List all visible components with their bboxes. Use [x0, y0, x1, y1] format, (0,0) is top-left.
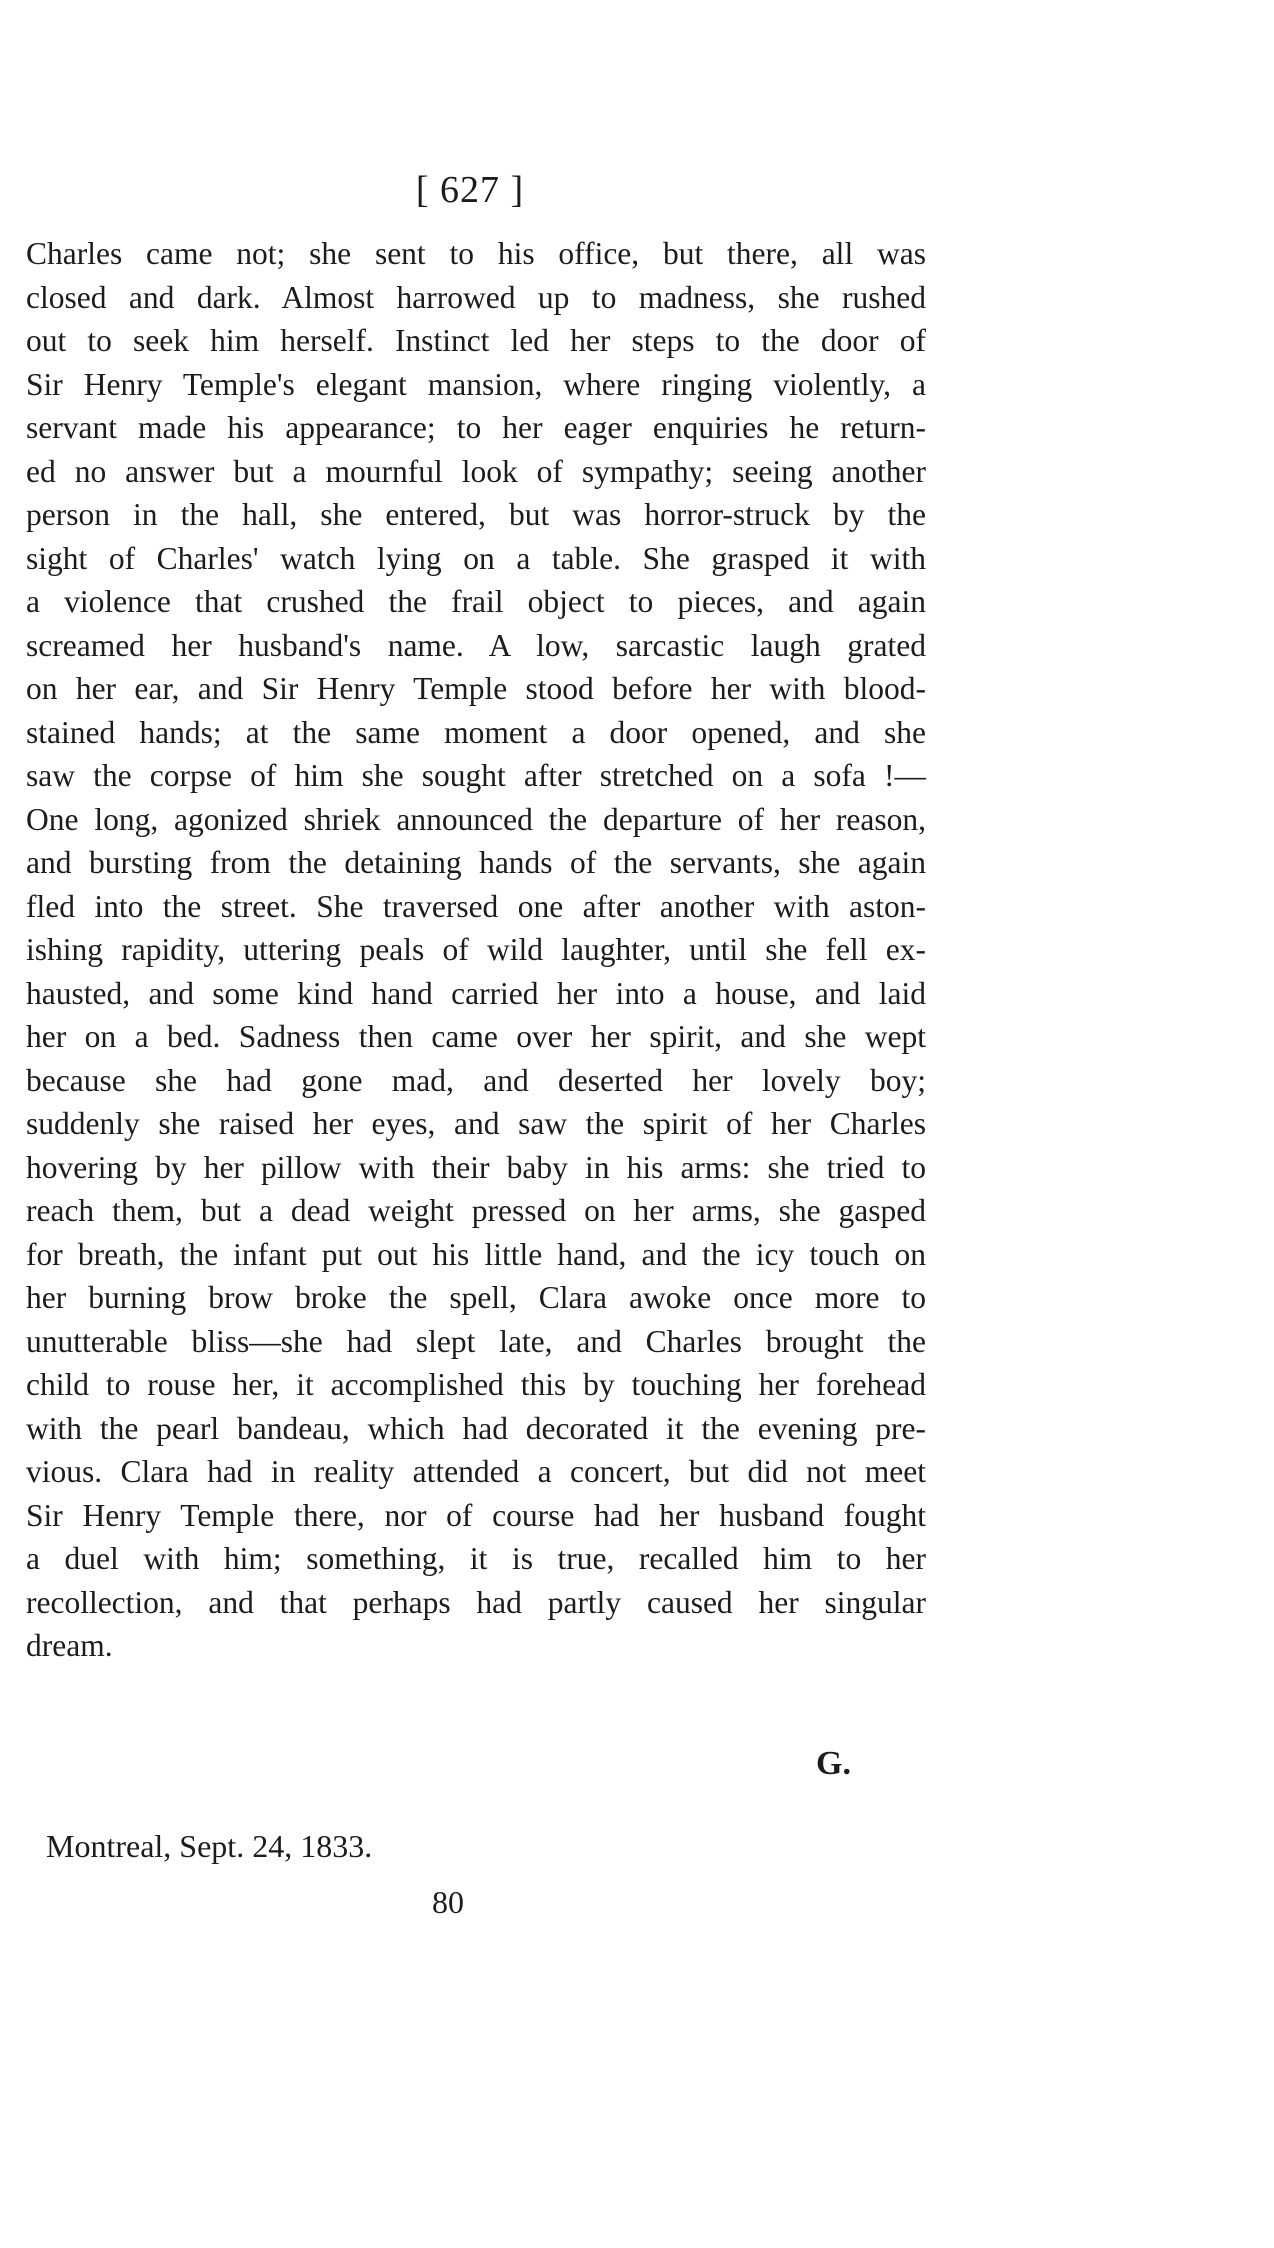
text-line: vious. Clara had in reality attended a concert, but did not meet	[26, 1454, 926, 1489]
text-line: hausted, and some kind hand carried her into a house, and laid	[26, 975, 926, 1011]
text-line: ed no answer but a mournful look of sympathy; seeing another	[26, 453, 926, 489]
printer-signature-mark: 80	[432, 1884, 464, 1920]
text-line: reach them, but a dead weight pressed on her arms, she gasped	[26, 1193, 926, 1228]
page-number: [ 627 ]	[415, 169, 525, 211]
text-line: with the pearl bandeau, which had decorated it the evening pre-	[26, 1410, 926, 1446]
text-line: hovering by her pillow with their baby in his arms: she tried to	[26, 1149, 926, 1185]
text-line: because she had gone mad, and deserted her lovely boy;	[26, 1062, 926, 1098]
text-line: screamed her husband's name. A low, sarcastic laugh grated	[26, 627, 926, 663]
text-line: closed and dark. Almost harrowed up to madness, she rushed	[26, 279, 926, 315]
paragraph	[26, 232, 926, 1668]
text-line: suddenly she raised her eyes, and saw the spirit of her Charles	[26, 1106, 926, 1141]
text-line: fled into the street. She traversed one after another with aston-	[26, 888, 926, 924]
body-text	[26, 232, 926, 1668]
text-line: person in the hall, she entered, but was horror-struck by the	[26, 497, 926, 532]
text-line: her on a bed. Sadness then came over her spirit, and she wept	[26, 1019, 926, 1054]
author-signature: G.	[816, 1745, 851, 1782]
text-line: One long, agonized shriek announced the departure of her reason,	[26, 801, 926, 837]
text-line: child to rouse her, it accomplished this by touching her forehead	[26, 1367, 926, 1402]
text-line: on her ear, and Sir Henry Temple stood before her with blood-	[26, 671, 926, 706]
text-line: servant made his appearance; to her eager enquiries he return-	[26, 410, 926, 445]
text-line: out to seek him herself. Instinct led her steps to the door of	[26, 323, 926, 358]
text-line: her burning brow broke the spell, Clara awoke once more to	[26, 1280, 926, 1315]
text-line: for breath, the infant put out his little hand, and the icy touch on	[26, 1236, 926, 1272]
text-line: ishing rapidity, uttering peals of wild laughter, until she fell ex-	[26, 932, 926, 967]
text-line: unutterable bliss—she had slept late, and Charles brought the	[26, 1323, 926, 1359]
text-line: dream.	[26, 1628, 113, 1663]
text-line: a duel with him; something, it is true, recalled him to her	[26, 1541, 926, 1576]
text-line: saw the corpse of him she sought after stretched on a sofa !—	[26, 758, 926, 793]
text-line: recollection, and that perhaps had partly caused her singular	[26, 1584, 926, 1620]
text-line: a violence that crushed the frail object to pieces, and again	[26, 584, 926, 619]
text-line: stained hands; at the same moment a door opened, and she	[26, 714, 926, 750]
text-line: sight of Charles' watch lying on a table. She grasped it with	[26, 540, 926, 576]
text-line: and bursting from the detaining hands of the servants, she again	[26, 845, 926, 880]
text-line: Charles came not; she sent to his office, but there, all was	[26, 236, 926, 271]
text-line: Sir Henry Temple there, nor of course had her husband fought	[26, 1497, 926, 1533]
text-line: Sir Henry Temple's elegant mansion, where ringing violently, a	[26, 366, 926, 402]
dateline: Montreal, Sept. 24, 1833.	[46, 1828, 373, 1864]
